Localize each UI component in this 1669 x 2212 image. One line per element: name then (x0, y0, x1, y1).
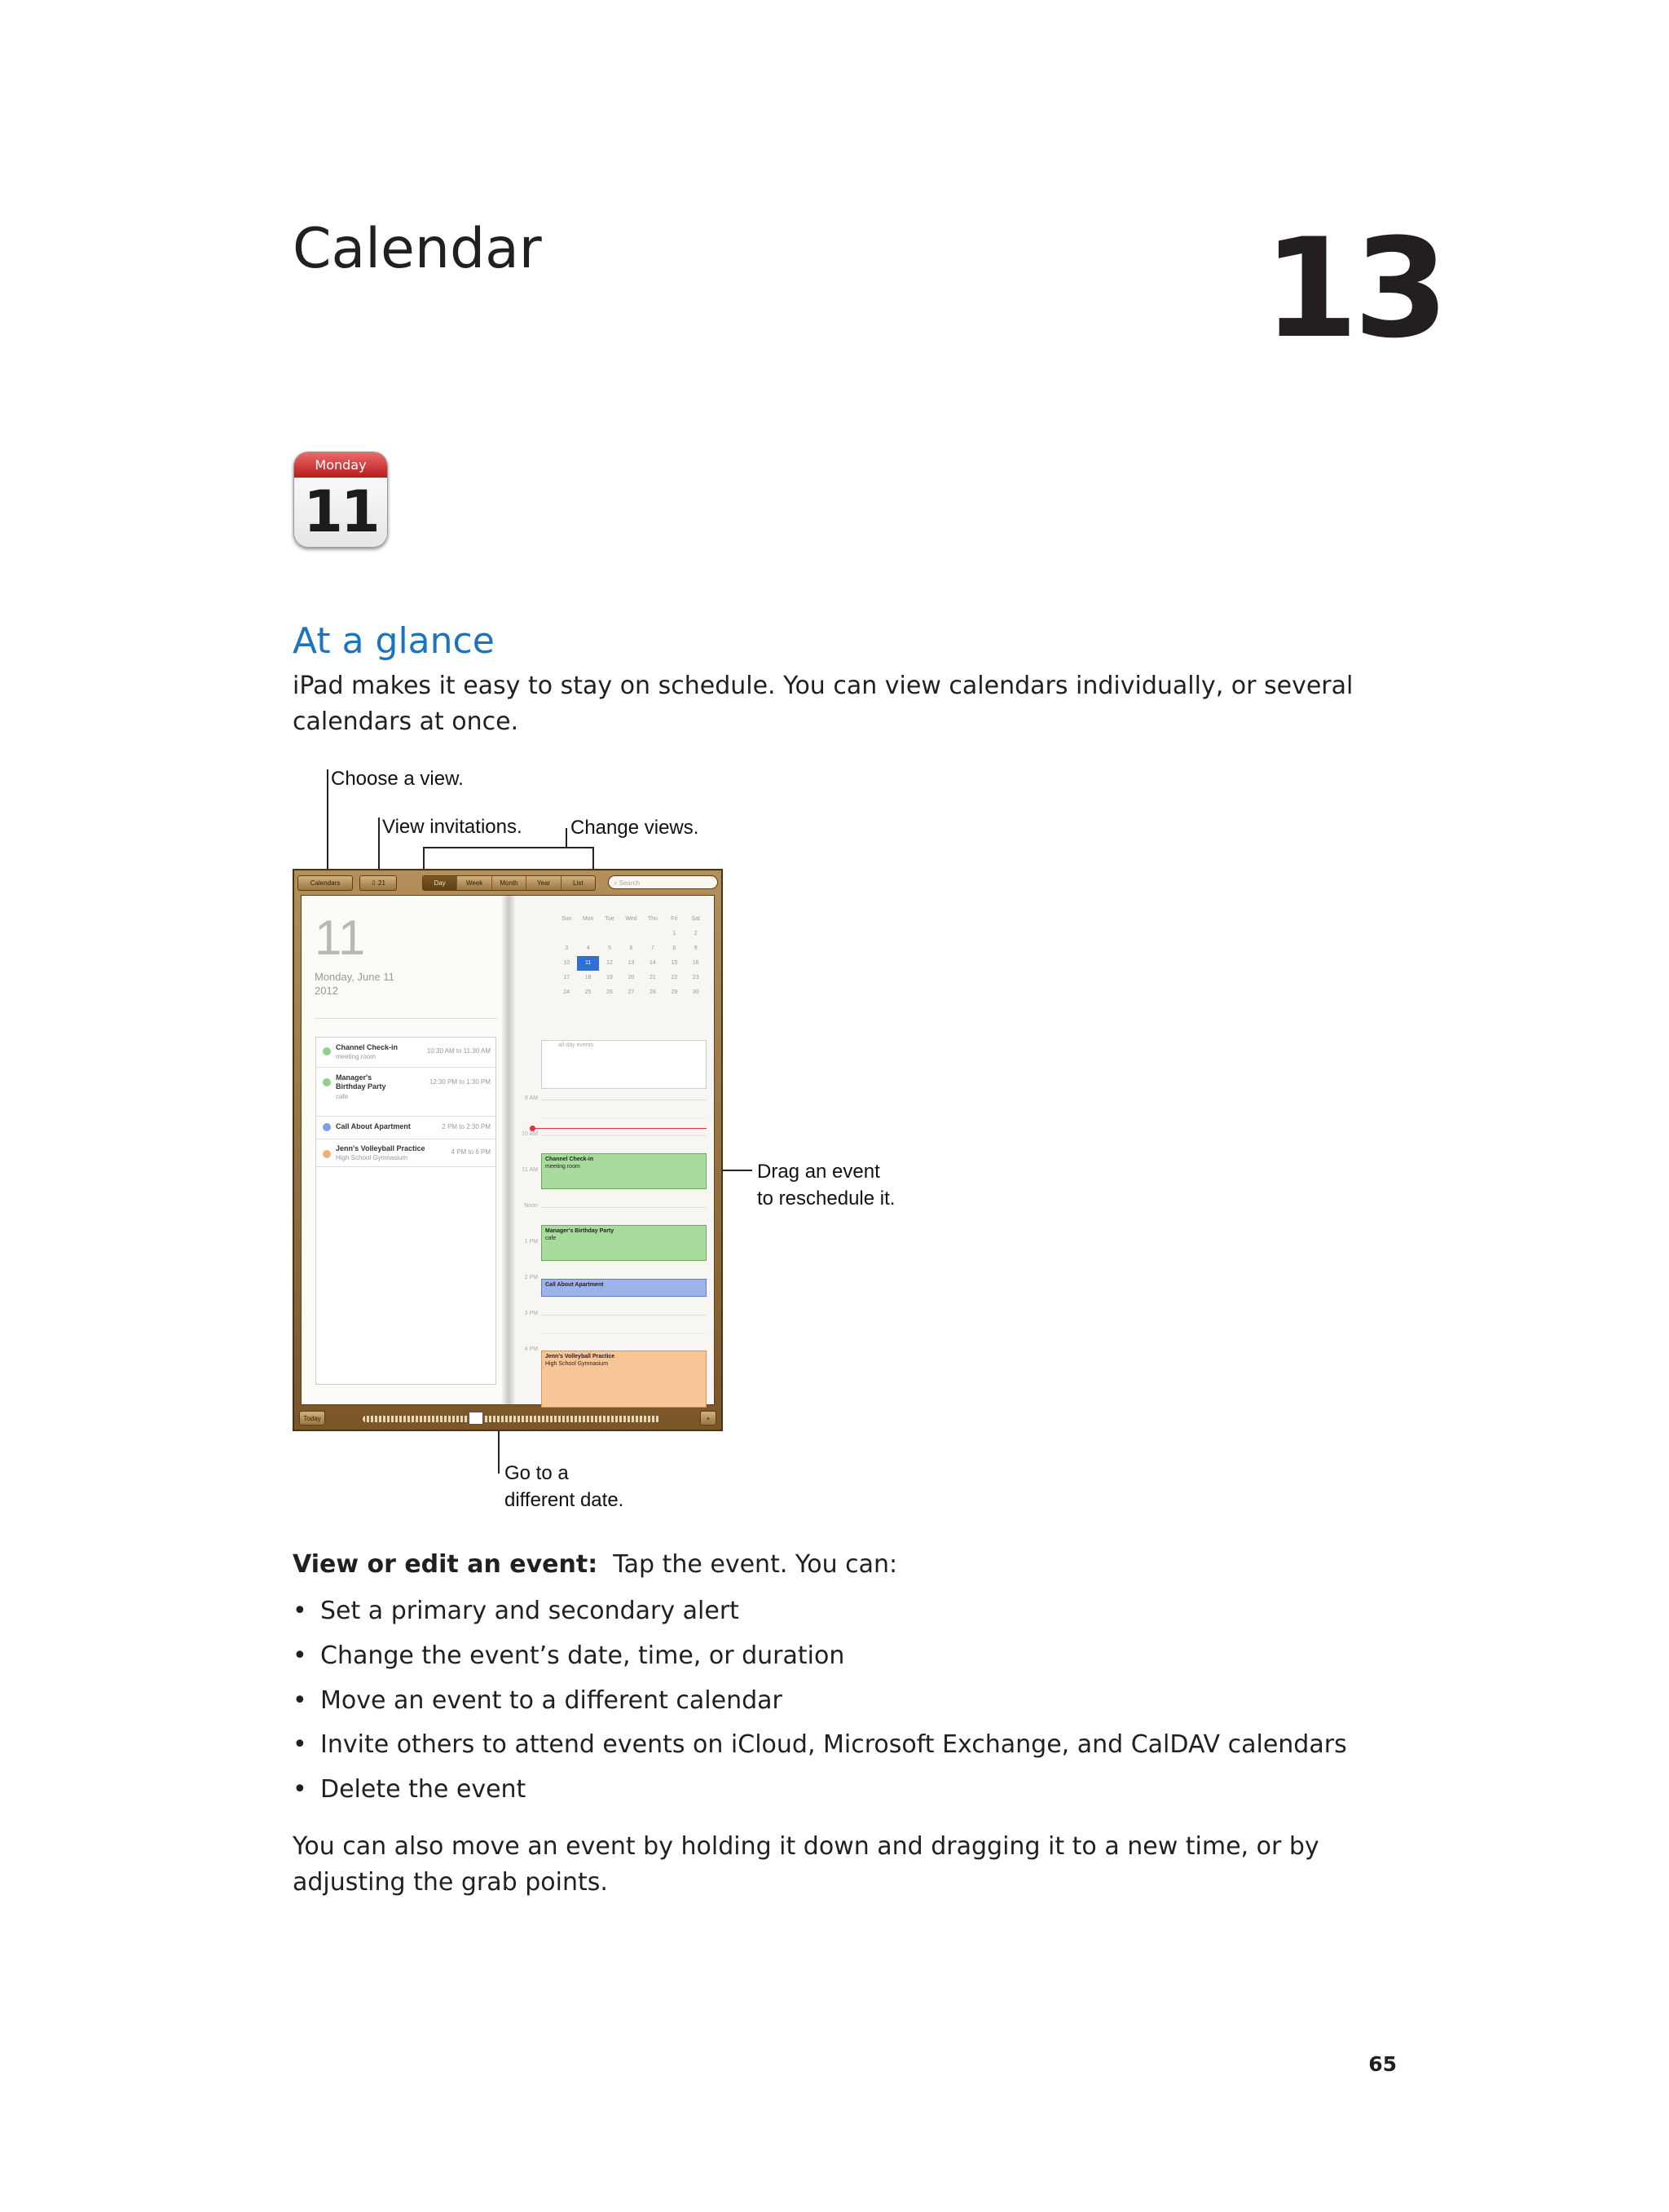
event-list-item[interactable]: Jenn's Volleyball Practice High School Gymnasium 4 PM to 6 PM (316, 1139, 495, 1167)
day-cell (556, 927, 577, 941)
weekday-label: Tue (605, 916, 614, 922)
half-hour-line (541, 1189, 707, 1190)
timeline-event-block[interactable] (541, 1225, 707, 1261)
bullet-item: • Invite others to attend events on iCloud, Microsoft Exchange, and CalDAV calendars (293, 1730, 1347, 1759)
day-cell[interactable]: 29 (671, 989, 678, 995)
run-in-heading: View or edit an event: (293, 1550, 598, 1579)
day-cell (620, 927, 641, 941)
day-cell[interactable]: 10 (563, 960, 570, 966)
weekday-label: Wed (625, 916, 637, 922)
calendar-color-dot (323, 1078, 331, 1086)
closing-paragraph: You can also move an event by holding it down and dragging it to a new time, or by adjusting the grab points. (293, 1832, 1319, 1897)
search-icon: ⌕ (614, 879, 619, 887)
divider (315, 1018, 497, 1019)
hour-label: 2 PM (524, 1275, 538, 1280)
date-navigation-bar (294, 1408, 721, 1430)
callout-go-to-date: Go to a different date. (504, 1462, 624, 1511)
calendar-app-icon (293, 452, 388, 548)
day-cell[interactable]: 17 (563, 975, 570, 980)
callout-line (378, 817, 380, 870)
week-row (556, 927, 707, 941)
app-icon-day: Monday (294, 452, 387, 478)
day-cell[interactable]: 1 (672, 931, 676, 936)
bullet-item: • Set a primary and secondary alert (293, 1597, 739, 1625)
section-title: At a glance (293, 620, 495, 662)
half-hour-line (541, 1261, 707, 1262)
timeline-event-title: Call About Apartment (545, 1282, 604, 1288)
bullet-item: • Delete the event (293, 1775, 526, 1804)
day-cell[interactable]: 28 (650, 989, 656, 995)
half-hour-line (541, 1117, 707, 1118)
day-cell[interactable]: 16 (692, 960, 699, 966)
calendar-color-dot (323, 1123, 331, 1131)
day-cell[interactable]: 20 (628, 975, 635, 980)
calendar-color-dot (323, 1150, 331, 1158)
tab-day[interactable]: Day (423, 876, 457, 890)
tab-year[interactable]: Year (526, 876, 561, 890)
hour-label: Noon (524, 1203, 538, 1209)
hour-line (541, 1099, 707, 1100)
day-cell[interactable]: 12 (606, 960, 613, 966)
callout-choose-view: Choose a view. (331, 768, 464, 790)
hour-label: 10 AM (522, 1131, 538, 1137)
day-cell[interactable]: 9 (694, 945, 698, 951)
day-cell[interactable]: 18 (584, 975, 592, 980)
tab-week[interactable]: Week (457, 876, 491, 890)
day-cell[interactable]: 26 (606, 989, 613, 995)
search-input[interactable]: ⌕ Search (608, 875, 718, 889)
calendar-book (301, 895, 715, 1405)
day-timeline-page (515, 896, 714, 1404)
event-list-item[interactable]: Call About Apartment 2 PM to 2:30 PM (316, 1116, 495, 1139)
day-date: Monday, June 11 2012 (315, 971, 394, 997)
callout-bracket (423, 847, 425, 871)
day-cell[interactable]: 21 (650, 975, 656, 980)
callout-line (327, 769, 328, 870)
calendar-color-dot (323, 1047, 331, 1055)
timeline-event-block[interactable] (541, 1351, 707, 1408)
add-event-button[interactable]: + (700, 1411, 716, 1425)
timeline-event-title: Manager's Birthday Party (545, 1228, 614, 1234)
invitations-button[interactable]: ⇩ 21 (359, 875, 397, 891)
bullet-item: • Move an event to a different calendar (293, 1686, 782, 1715)
date-scrubber[interactable] (363, 1416, 660, 1422)
hour-label: 3 PM (524, 1311, 538, 1316)
timeline-event-location: meeting room (545, 1164, 580, 1170)
timeline-event-title: Jenn's Volleyball Practice (545, 1354, 615, 1359)
calendar-toolbar (294, 870, 721, 895)
day-cell[interactable]: 11 (577, 956, 598, 971)
hour-label: 1 PM (524, 1239, 538, 1245)
day-cell[interactable]: 24 (563, 989, 570, 995)
month-grid (556, 927, 707, 1000)
day-cell[interactable]: 5 (608, 945, 611, 951)
view-edit-paragraph: View or edit an event: Tap the event. You can: (293, 1550, 898, 1579)
current-time-line (531, 1128, 707, 1129)
day-cell[interactable]: 15 (671, 960, 678, 966)
week-row (556, 985, 707, 1000)
day-number: 11 (315, 910, 366, 965)
chapter-title: Calendar (293, 217, 542, 281)
day-cell[interactable]: 13 (628, 960, 635, 966)
event-list-item[interactable]: Manager's Birthday Party cafe 12:30 PM to 1:30 PM (316, 1067, 495, 1117)
book-spine (502, 896, 515, 1404)
day-cell[interactable]: 25 (584, 989, 592, 995)
weekday-label: Thu (647, 916, 658, 922)
calendars-button[interactable]: Calendars (297, 875, 353, 891)
callout-line (498, 1425, 500, 1474)
week-row (556, 971, 707, 985)
event-list-item[interactable]: Channel Check-in meeting room 10:30 AM to 11:30 AM (316, 1038, 495, 1068)
chapter-number: 13 (1263, 209, 1444, 368)
view-segmented-control (422, 875, 596, 891)
day-cell (577, 927, 598, 941)
app-icon-date: 11 (303, 478, 378, 545)
tab-list[interactable]: List (573, 879, 583, 887)
day-cell[interactable]: 2 (694, 931, 698, 936)
timeline-event-location: High School Gymnasium (545, 1361, 609, 1367)
hour-line (541, 1135, 707, 1136)
today-button[interactable]: Today (299, 1411, 325, 1425)
day-cell[interactable]: 22 (671, 975, 678, 980)
day-cell[interactable]: 3 (565, 945, 569, 951)
timeline-event-location: cafe (545, 1236, 557, 1241)
timeline-event-block[interactable] (541, 1279, 707, 1297)
day-cell[interactable]: 30 (692, 989, 699, 995)
hour-label: 4 PM (524, 1346, 538, 1352)
callout-view-invitations: View invitations. (382, 816, 522, 838)
tab-month[interactable]: Month (492, 876, 526, 890)
day-cell[interactable]: 23 (692, 975, 699, 980)
day-cell[interactable]: 19 (606, 975, 613, 980)
timeline-event-title: Channel Check-in (545, 1157, 594, 1162)
callout-line (566, 828, 567, 847)
day-cell[interactable]: 14 (650, 960, 656, 966)
weekday-label: Sat (691, 916, 700, 922)
event-list (315, 1037, 496, 1385)
callout-bracket (592, 847, 594, 871)
callout-drag-event: Drag an event to reschedule it. (757, 1161, 896, 1210)
current-time-indicator (530, 1126, 535, 1131)
day-cell (642, 927, 663, 941)
callout-change-views: Change views. (570, 817, 699, 839)
callout-bracket (423, 847, 594, 848)
day-cell (599, 927, 620, 941)
weekday-label: Fri (671, 916, 678, 922)
hour-label: 9 AM (525, 1095, 538, 1101)
mini-month-calendar (556, 912, 707, 1000)
weekday-label: Mon (582, 916, 594, 922)
weekday-header (556, 912, 707, 927)
day-cell[interactable]: 4 (586, 945, 590, 951)
date-scrubber-handle[interactable] (469, 1412, 483, 1425)
ipad-calendar-screenshot (293, 869, 723, 1431)
week-row (556, 956, 707, 971)
page-number: 65 (1368, 2052, 1397, 2076)
day-detail-page (302, 896, 509, 1404)
timeline-event-block[interactable] (541, 1153, 707, 1189)
weekday-label: Sun (561, 916, 572, 922)
intro-paragraph: iPad makes it easy to stay on schedule. You can view calendars individually, or several calendars at once. (293, 672, 1354, 736)
week-row (556, 941, 707, 956)
day-timeline (515, 1091, 714, 1401)
all-day-events-area[interactable]: all-day events (541, 1040, 707, 1089)
hour-line (541, 1207, 707, 1208)
day-cell[interactable]: 7 (650, 945, 654, 951)
day-cell[interactable]: 6 (629, 945, 633, 951)
hour-label: 11 AM (522, 1167, 538, 1173)
day-cell[interactable]: 27 (628, 989, 635, 995)
half-hour-line (541, 1297, 707, 1298)
bullet-item: • Change the event’s date, time, or duration (293, 1641, 845, 1670)
day-cell[interactable]: 8 (672, 945, 676, 951)
